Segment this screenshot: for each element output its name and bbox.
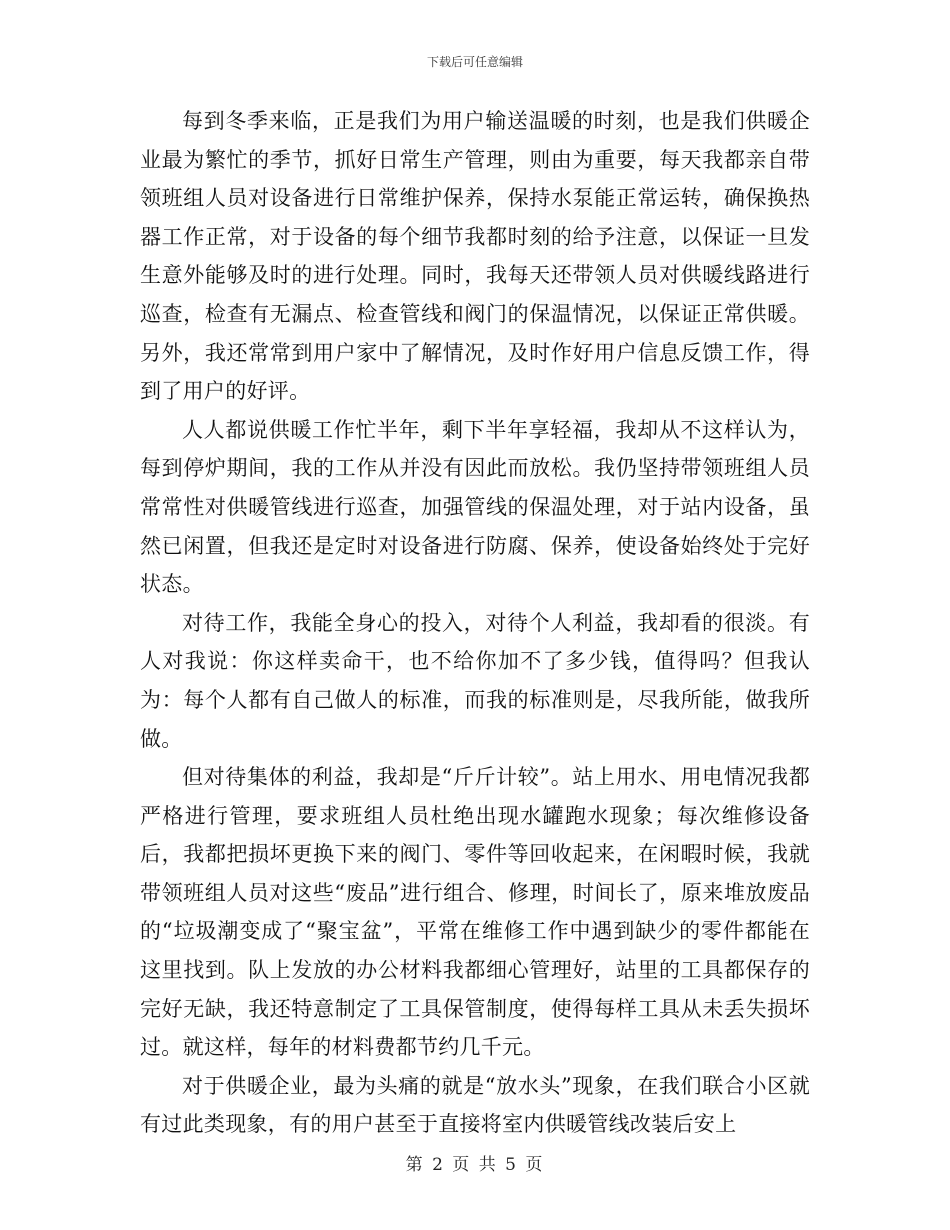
paragraph: 对待工作，我能全身心的投入，对待个人利益，我却看的很淡。有人对我说：你这样卖命干，也不给你加不了多少钱，值得吗？但我认为：每个人都有自己做人的标准，而我的标准则是，尽我所能，做我所做。 xyxy=(140,610,810,751)
paragraph: 对于供暖企业，最为头痛的就是“放水头”现象，在我们联合小区就有过此类现象，有的用户甚至于直接将室内供暖管线改装后安上 xyxy=(140,1073,810,1137)
document-body xyxy=(140,102,810,1144)
paragraph: 但对待集体的利益，我却是“斤斤计较”。站上用水、用电情况我都严格进行管理，要求班组人员杜绝出现水罐跑水现象；每次维修设备后，我都把损坏更换下来的阀门、零件等回收起来，在闲暇时候，我就带领班组人员对这些“废品”进行组合、修理，时间长了，原来堆放废品的“垃圾潮变成了“聚宝盆”，平常在维修工作中遇到缺少的零件都能在这里找到。队上发放的办公材料我都细心管理好，站里的工具都保存的完好无缺，我还特意制定了工具保管制度，使得每样工具从未丢失损坏过。就这样，每年的材料费都节约几千元。 xyxy=(140,765,810,1060)
header-note: 下载后可任意编辑 xyxy=(426,55,523,69)
paragraph: 每到冬季来临，正是我们为用户输送温暖的时刻，也是我们供暖企业最为繁忙的季节，抓好日常生产管理，则由为重要，每天我都亲自带领班组人员对设备进行日常维护保养，保持水泵能正常运转，确保换热器工作正常，对于设备的每个细节我都时刻的给予注意，以保证一旦发生意外能够及时的进行处理。同时，我每天还带领人员对供暖线路进行巡查，检查有无漏点、检查管线和阀门的保温情况，以保证正常供暖。另外，我还常常到用户家中了解情况，及时作好用户信息反馈工作，得到了用户的好评。 xyxy=(140,109,810,404)
page-number-footer: 第 2 页 共 5 页 xyxy=(405,1155,545,1175)
paragraph: 人人都说供暖工作忙半年，剩下半年享轻福，我却从不这样认为，每到停炉期间，我的工作从并没有因此而放松。我仍坚持带领班组人员常常性对供暖管线进行巡查，加强管线的保温处理，对于站内设备，虽然已闲置，但我还是定时对设备进行防腐、保养，使设备始终处于完好状态。 xyxy=(140,417,810,597)
